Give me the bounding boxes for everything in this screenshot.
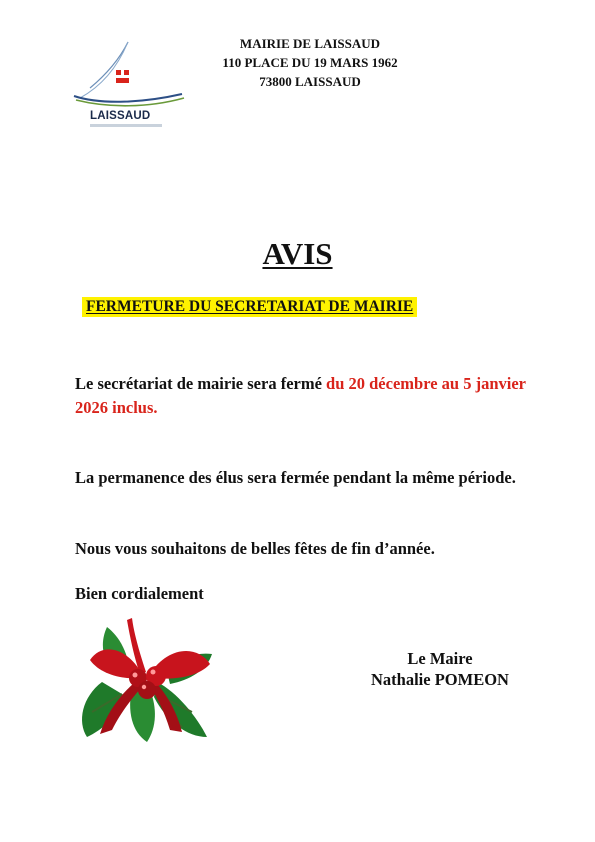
closure-paragraph <box>75 372 530 420</box>
notice-subtitle-text: FERMETURE DU SECRETARIAT DE MAIRIE <box>82 297 417 317</box>
address-line-3: 73800 LAISSAUD <box>259 74 361 89</box>
address-line-1: MAIRIE DE LAISSAUD <box>239 36 381 51</box>
signature-block <box>355 648 525 690</box>
logo-tagline-line <box>90 124 162 127</box>
notice-title-text: AVIS <box>262 236 333 271</box>
closing-salutation: Bien cordialement <box>75 584 204 603</box>
permanence-paragraph: La permanence des élus sera fermée pendant la même période. <box>75 468 516 487</box>
notice-title <box>0 236 595 272</box>
closure-dates: du 20 décembre au 5 janvier 2026 inclus. <box>75 374 526 417</box>
logo-name: LAISSAUD <box>90 110 151 122</box>
christmas-holly-bow-icon <box>72 612 222 747</box>
wishes-paragraph: Nous vous souhaitons de belles fêtes de fin d’année. <box>75 539 435 558</box>
signature-role: Le Maire <box>407 649 473 668</box>
notice-subtitle <box>82 298 417 316</box>
address-line-2: 110 PLACE DU 19 MARS 1962 <box>222 55 398 70</box>
signature-name: Nathalie POMEON <box>371 670 509 689</box>
mairie-address <box>190 34 430 91</box>
closure-text: Le secrétariat de mairie sera fermé <box>75 374 327 393</box>
